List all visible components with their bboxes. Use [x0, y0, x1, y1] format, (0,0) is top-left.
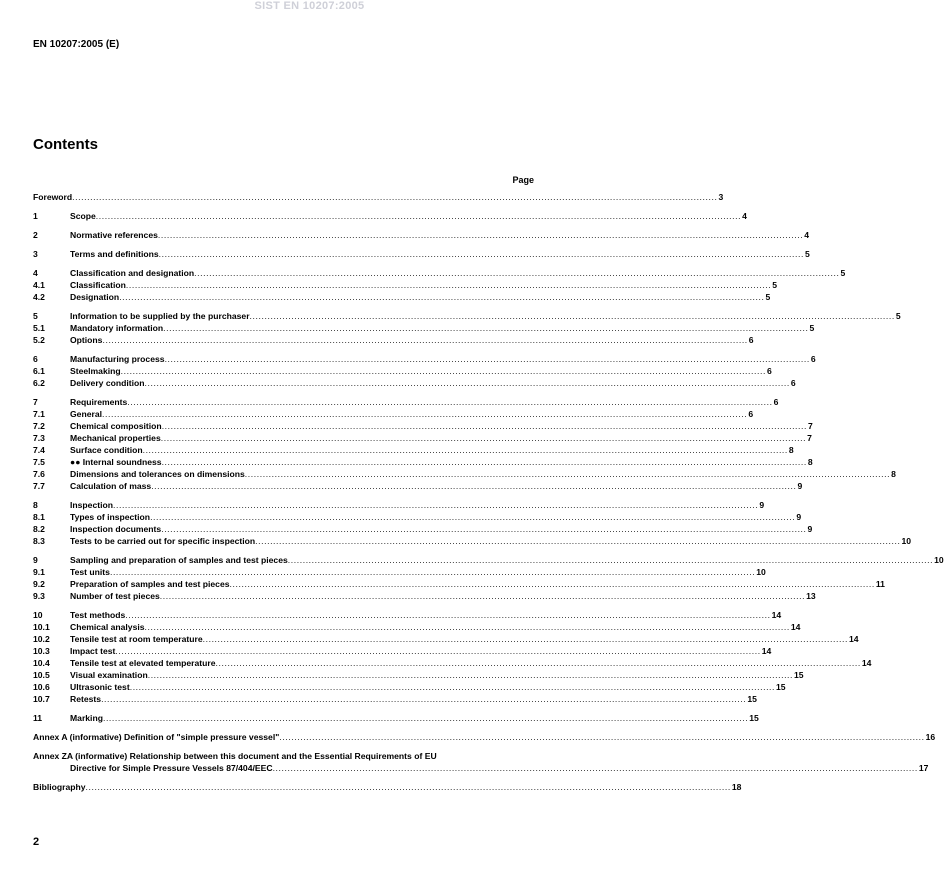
toc-entry-page: 5 — [765, 292, 771, 302]
toc-dot-leader — [113, 499, 758, 511]
toc-entry[interactable] — [33, 456, 813, 468]
toc-entry-title: Information to be supplied by the purchaser — [70, 311, 250, 321]
toc-entry-page: 7 — [807, 433, 812, 443]
toc-group — [33, 781, 742, 793]
toc-entry-page: 10 — [756, 567, 766, 577]
toc-entry[interactable] — [33, 681, 786, 693]
toc-dot-leader — [288, 554, 933, 566]
toc-entry-title: Inspection — [70, 500, 113, 510]
toc-group — [33, 396, 896, 492]
toc-entry[interactable] — [33, 310, 901, 322]
toc-dot-leader — [119, 291, 764, 303]
toc-dot-leader — [216, 657, 861, 669]
toc-entry[interactable] — [33, 657, 872, 669]
toc-entry-title: Types of inspection — [70, 512, 151, 522]
toc-entry-number: 11 — [33, 713, 43, 723]
toc-entry-title: Calculation of mass — [70, 481, 152, 491]
toc-entry-title: Normative references — [70, 230, 158, 240]
toc-group — [33, 210, 747, 222]
toc-entry-title: Steelmaking — [70, 366, 121, 376]
toc-entry-page: 6 — [810, 354, 816, 364]
toc-dot-leader — [125, 609, 770, 621]
toc-entry[interactable] — [33, 229, 810, 241]
toc-entry-number: 2 — [33, 230, 38, 240]
toc-entry[interactable] — [33, 645, 772, 657]
toc-entry-title: Number of test pieces — [70, 591, 160, 601]
toc-entry-page: 13 — [806, 591, 816, 601]
toc-dot-leader — [101, 693, 746, 705]
toc-entry-title: Foreword — [33, 192, 73, 202]
toc-entry[interactable] — [33, 334, 754, 346]
toc-dot-leader — [130, 681, 775, 693]
toc-entry[interactable] — [33, 210, 747, 222]
toc-entry[interactable] — [33, 432, 812, 444]
toc-entry-page: 14 — [761, 646, 772, 656]
toc-group — [33, 499, 912, 547]
toc-dot-leader — [102, 408, 747, 420]
toc-dot-leader — [159, 248, 804, 260]
toc-group — [33, 310, 901, 346]
toc-entry-page: 17 — [918, 763, 929, 773]
toc-entry-number: 9.1 — [33, 567, 45, 577]
toc-entry[interactable] — [33, 279, 777, 291]
toc-entry-page: 15 — [747, 694, 757, 704]
toc-entry-number: 7.6 — [33, 469, 45, 479]
toc-group — [33, 248, 810, 260]
toc-entry-title: General — [70, 409, 103, 419]
toc-dot-leader — [102, 334, 747, 346]
toc-entry-number: 7 — [33, 397, 38, 407]
toc-entry-page: 11 — [875, 579, 885, 589]
toc-entry-number: 7.7 — [33, 481, 45, 491]
toc-entry-title: Preparation of samples and test pieces — [70, 579, 230, 589]
toc-dot-leader — [110, 566, 755, 578]
toc-entry-number: 5.2 — [33, 335, 45, 345]
toc-dot-leader — [245, 468, 890, 480]
toc-entry[interactable] — [33, 781, 742, 793]
toc-entry-title: Surface condition — [70, 445, 143, 455]
toc-entry-title: Designation — [70, 292, 120, 302]
toc-entry-number: 10.3 — [33, 646, 50, 656]
toc-entry[interactable] — [33, 353, 816, 365]
toc-entry-title: Dimensions and tolerances on dimensions — [70, 469, 245, 479]
toc-dot-leader — [121, 365, 766, 377]
toc-dot-leader — [143, 444, 788, 456]
toc-dot-leader — [165, 353, 810, 365]
toc-entry-number: 1 — [33, 211, 38, 221]
toc-entry[interactable] — [33, 609, 782, 621]
toc-dot-leader — [127, 396, 772, 408]
toc-entry-title: Directive for Simple Pressure Vessels 87/404/EEC — [70, 763, 273, 773]
toc-dot-leader — [148, 669, 793, 681]
toc-entry-page: 9 — [796, 512, 802, 522]
toc-entry-title: Options — [70, 335, 103, 345]
toc-entry-title: Chemical analysis — [70, 622, 145, 632]
toc-entry-title: Classification and designation — [70, 268, 195, 278]
toc-entry-page: 18 — [731, 782, 742, 792]
toc-dot-leader — [163, 322, 808, 334]
toc-entry[interactable] — [33, 499, 765, 511]
toc-entry-title: Chemical composition — [70, 421, 162, 431]
toc-dot-leader — [230, 578, 875, 590]
toc-entry[interactable] — [33, 377, 796, 389]
toc-entry-title: Ultrasonic test — [70, 682, 130, 692]
toc-group — [33, 191, 724, 203]
toc-entry[interactable] — [33, 669, 804, 681]
toc-entry-number: 6.2 — [33, 378, 45, 388]
toc-entry-title: Annex A (informative) Definition of "simple pressure vessel" — [33, 732, 280, 742]
toc-dot-leader — [145, 621, 790, 633]
toc-entry[interactable] — [33, 731, 936, 743]
toc-entry-page: 16 — [925, 732, 936, 742]
toc-entry[interactable] — [33, 480, 803, 492]
toc-entry[interactable] — [33, 511, 802, 523]
toc-entry[interactable] — [33, 633, 859, 645]
toc-dot-leader — [72, 191, 717, 203]
toc-entry-number: 7.1 — [33, 409, 45, 419]
toc-group — [33, 712, 759, 724]
toc-dot-leader — [279, 731, 924, 743]
toc-entry-page: 10 — [901, 536, 912, 546]
page-column-label: Page — [512, 175, 534, 185]
toc-entry[interactable] — [33, 365, 772, 377]
toc-entry-page: 6 — [773, 397, 779, 407]
toc-entry-page: 14 — [771, 610, 782, 620]
toc-entry-page: 5 — [772, 280, 777, 290]
toc-dot-leader — [162, 420, 807, 432]
toc-entry[interactable] — [33, 408, 754, 420]
toc-entry-title: Retests — [70, 694, 102, 704]
toc-entry-page: 6 — [790, 378, 796, 388]
toc-entry-page: 10 — [934, 555, 944, 565]
page-number: 2 — [33, 836, 40, 848]
toc-entry-title: Scope — [70, 211, 96, 221]
toc-entry-title: Manufacturing process — [70, 354, 165, 364]
toc-dot-leader — [250, 310, 895, 322]
toc-dot-leader — [145, 377, 790, 389]
toc-entry-number: 8.3 — [33, 536, 45, 546]
toc-group — [33, 609, 872, 705]
toc-entry[interactable] — [33, 468, 896, 480]
toc-entry-title: Requirements — [70, 397, 128, 407]
toc-entry-page: 3 — [718, 192, 724, 202]
toc-entry[interactable] — [33, 762, 929, 774]
toc-dot-leader — [158, 229, 803, 241]
toc-entry-title: Marking — [70, 713, 103, 723]
contents-heading: Contents — [33, 136, 98, 153]
toc-entry-title: Tensile test at elevated temperature — [70, 658, 216, 668]
toc-entry-number: 10.1 — [33, 622, 50, 632]
toc-dot-leader — [203, 633, 848, 645]
toc-dot-leader — [273, 762, 918, 774]
toc-entry[interactable] — [33, 578, 885, 590]
toc-entry[interactable] — [33, 750, 541, 762]
toc-entry-page: 8 — [891, 469, 896, 479]
toc-entry-title: Tensile test at room temperature — [70, 634, 203, 644]
toc-entry-number: 7.5 — [33, 457, 45, 467]
toc-entry-number: 9.3 — [33, 591, 45, 601]
toc-entry-number: 10.4 — [33, 658, 50, 668]
toc-entry-title: Annex ZA (informative) Relationship between this document and the Essential Requirements of EU — [33, 751, 437, 761]
toc-entry[interactable] — [33, 621, 801, 633]
toc-entry-title: ●● Internal soundness — [70, 457, 162, 467]
toc-entry[interactable] — [33, 566, 766, 578]
toc-entry[interactable] — [33, 523, 813, 535]
toc-entry-number: 4.2 — [33, 292, 45, 302]
toc-entry-page: 8 — [807, 457, 813, 467]
toc-entry[interactable] — [33, 191, 724, 203]
toc-entry-number: 7.3 — [33, 433, 45, 443]
toc-entry-title: Delivery condition — [70, 378, 145, 388]
toc-entry[interactable] — [33, 267, 846, 279]
toc-entry-page: 9 — [807, 524, 813, 534]
toc-entry-page: 4 — [804, 230, 810, 240]
toc-entry-page: 15 — [776, 682, 786, 692]
toc-entry-number: 10.6 — [33, 682, 50, 692]
toc-entry-page: 14 — [861, 658, 872, 668]
toc-dot-leader — [194, 267, 839, 279]
toc-entry-number: 10.5 — [33, 670, 50, 680]
toc-entry-page: 9 — [797, 481, 803, 491]
toc-entry-title: Terms and definitions — [70, 249, 159, 259]
toc-entry-title: Tests to be carried out for specific inspection — [70, 536, 256, 546]
toc-entry-title: Test methods — [70, 610, 126, 620]
table-of-contents — [33, 191, 944, 800]
toc-group — [33, 750, 929, 774]
toc-entry[interactable] — [33, 322, 815, 334]
toc-entry-page: 5 — [804, 249, 810, 259]
toc-dot-leader — [96, 210, 741, 222]
toc-group — [33, 731, 936, 743]
toc-dot-leader — [160, 590, 805, 602]
toc-dot-leader — [150, 511, 795, 523]
toc-entry-number: 8 — [33, 500, 38, 510]
toc-group — [33, 267, 846, 303]
toc-group — [33, 554, 944, 602]
watermark: SIST EN 10207:2005 — [254, 0, 365, 12]
toc-entry-title: Impact test — [70, 646, 116, 656]
toc-entry[interactable] — [33, 554, 944, 566]
toc-entry-number: 6 — [33, 354, 38, 364]
toc-entry-number: 10.2 — [33, 634, 50, 644]
toc-entry-page: 5 — [840, 268, 846, 278]
toc-entry-page: 6 — [748, 409, 754, 419]
toc-entry-number: 10.7 — [33, 694, 50, 704]
toc-entry-page: 5 — [895, 311, 901, 321]
toc-dot-leader — [126, 279, 771, 291]
toc-dot-leader — [162, 456, 807, 468]
toc-dot-leader — [161, 432, 806, 444]
toc-entry-number: 7.2 — [33, 421, 45, 431]
toc-entry-page: 6 — [766, 366, 772, 376]
toc-entry[interactable] — [33, 396, 779, 408]
toc-entry[interactable] — [33, 248, 810, 260]
toc-dot-leader — [161, 523, 806, 535]
toc-entry[interactable] — [33, 291, 771, 303]
toc-entry-title: Mandatory information — [70, 323, 164, 333]
toc-group — [33, 229, 810, 241]
toc-entry-page: 6 — [748, 335, 754, 345]
toc-entry-number: 7.4 — [33, 445, 45, 455]
toc-entry-page: 4 — [742, 211, 747, 221]
toc-group — [33, 353, 816, 389]
toc-entry[interactable] — [33, 712, 759, 724]
toc-entry-number: 3 — [33, 249, 38, 259]
toc-entry-number: 9 — [33, 555, 38, 565]
toc-entry-number: 4 — [33, 268, 38, 278]
toc-dot-leader — [86, 781, 731, 793]
toc-entry-page: 14 — [790, 622, 801, 632]
toc-entry-page: 15 — [794, 670, 804, 680]
toc-entry-number: 4.1 — [33, 280, 45, 290]
toc-entry-title: Mechanical properties — [70, 433, 161, 443]
toc-entry[interactable] — [33, 590, 816, 602]
toc-dot-leader — [115, 645, 760, 657]
toc-entry-number: 6.1 — [33, 366, 45, 376]
toc-entry-number: 8.1 — [33, 512, 45, 522]
toc-entry-number: 5.1 — [33, 323, 45, 333]
toc-entry[interactable] — [33, 693, 757, 705]
toc-entry-title: Classification — [70, 280, 126, 290]
toc-dot-leader — [151, 480, 796, 492]
toc-entry-title: Inspection documents — [70, 524, 162, 534]
toc-entry-number: 8.2 — [33, 524, 45, 534]
toc-entry[interactable] — [33, 444, 794, 456]
toc-entry-page: 7 — [808, 421, 813, 431]
toc-entry-page: 8 — [788, 445, 794, 455]
toc-entry[interactable] — [33, 535, 912, 547]
toc-entry-number: 9.2 — [33, 579, 45, 589]
toc-entry-number: 10 — [33, 610, 43, 620]
document-id: EN 10207:2005 (E) — [33, 39, 120, 50]
toc-dot-leader — [255, 535, 900, 547]
toc-entry-title: Sampling and preparation of samples and test pieces — [70, 555, 288, 565]
toc-entry[interactable] — [33, 420, 813, 432]
toc-entry-page: 15 — [749, 713, 759, 723]
toc-entry-page: 5 — [809, 323, 815, 333]
toc-entry-title: Test units — [70, 567, 110, 577]
toc-dot-leader — [103, 712, 748, 724]
toc-entry-page: 14 — [848, 634, 859, 644]
toc-entry-page: 9 — [759, 500, 765, 510]
toc-entry-number: 5 — [33, 311, 38, 321]
toc-entry-title: Bibliography — [33, 782, 86, 792]
toc-entry-title: Visual examination — [70, 670, 148, 680]
